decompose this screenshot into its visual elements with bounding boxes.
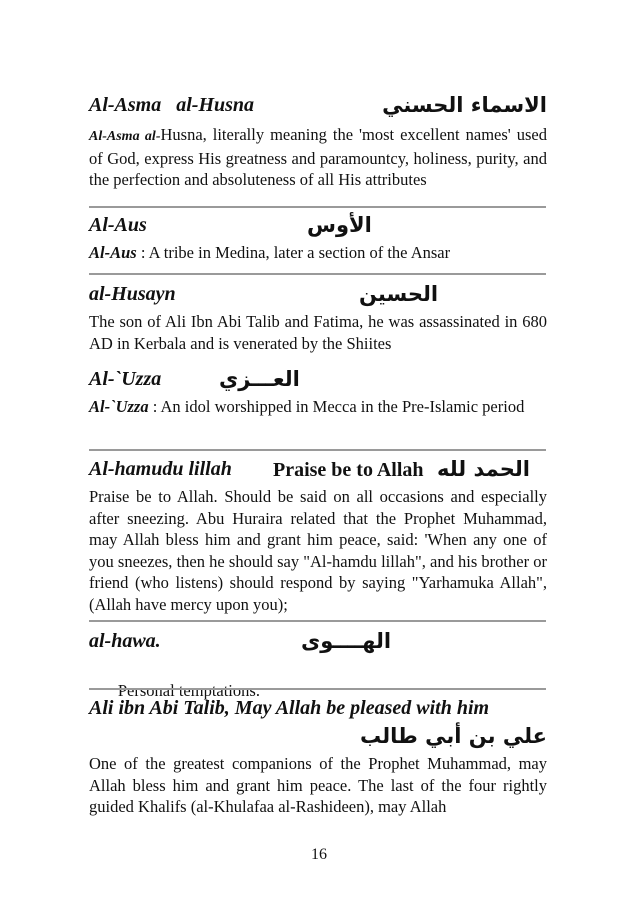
divider-rule: [89, 206, 546, 208]
entry-arabic-term: الحسين: [359, 282, 439, 306]
entry-al-husayn: [89, 283, 547, 354]
entry-text: One of the greatest companions of the Prophet Muhammad, may Allah bless him and grant him peace. The last of the four rightly guided Khalifs (al-Khulafaa al-Rashideen), may Allah: [89, 754, 547, 816]
divider-rule: [89, 620, 546, 622]
entry-definition: [89, 311, 547, 354]
entry-definition: [89, 753, 547, 818]
entry-text: : An idol worshipped in Mecca in the Pre-Islamic period: [148, 397, 525, 416]
entry-term: al-Husayn: [89, 283, 176, 305]
entry-term: al-hawa.: [89, 630, 161, 652]
entry-arabic-term: الحمد لله: [437, 457, 530, 481]
entry-lead: Al-Aus: [89, 243, 137, 262]
entry-arabic-term: الاسماء الحسني: [382, 93, 547, 117]
entry-text: : A tribe in Medina, later a section of the Ansar: [136, 243, 451, 262]
entry-al-aus: [89, 214, 547, 264]
entry-term: Al-`Uzza: [89, 368, 162, 390]
entry-arabic-term: العـــزي: [219, 367, 300, 391]
entry-definition: [89, 124, 547, 191]
entry-al-asma-al-husna: [89, 94, 547, 191]
entry-heading: [89, 630, 547, 658]
entry-term: Al-Asma al-Husna: [89, 94, 255, 116]
entry-term: Al-Aus: [89, 214, 147, 236]
entry-ali-ibn-abi-talib: [89, 697, 547, 818]
entry-definition: [89, 486, 547, 615]
entry-heading: [89, 214, 547, 242]
divider-rule: [89, 688, 546, 690]
entry-text: Praise be to Allah. Should be said on all occasions and especially after sneezing. Abu Huraira related that the Prophet Muhammad, may Allah bless him and grant him peace, said: 'When any one of you sneezes, then he should say "Al-hamdu lillah", and his brother or friend (who listens) should respond by saying "Yarhamuka Allah", (Allah have mercy upon you);: [89, 487, 547, 614]
entry-heading: [89, 94, 547, 122]
divider-rule: [89, 273, 546, 275]
entry-term: Al-hamudu lillah: [89, 458, 232, 480]
entry-text: Personal temptations.: [113, 680, 260, 700]
entry-heading: [89, 283, 547, 311]
divider-rule: [89, 449, 546, 451]
entry-definition: [89, 396, 547, 418]
entry-heading: [89, 368, 547, 396]
entry-english-meaning: Praise be to Allah: [273, 459, 424, 481]
entry-heading: [89, 458, 547, 486]
entry-al-uzza: [89, 368, 547, 418]
entry-definition: [89, 242, 547, 264]
entry-heading: [89, 697, 547, 753]
entry-text: The son of Ali Ibn Abi Talib and Fatima, he was assassinated in 680 AD in Kerbala and is venerated by the Shiites: [89, 312, 547, 353]
entry-lead: Al-Asma al-: [89, 129, 161, 144]
page-number: 16: [311, 846, 327, 863]
entry-lead: Al-`Uzza: [89, 397, 149, 416]
entry-arabic-term: الهــــوى: [301, 629, 392, 653]
entry-text: Husna, literally meaning the 'most excellent names' used of God, express His greatness and paramountcy, holiness, purity, and the perfection and absoluteness of all His attributes: [89, 125, 547, 189]
entry-al-hamudu-lillah: [89, 458, 547, 615]
entry-arabic-term: علي بن أبي طالب: [360, 724, 547, 748]
entry-arabic-term: الأوس: [307, 213, 372, 237]
entry-term: Ali ibn Abi Talib, May Allah be pleased with him: [89, 697, 490, 719]
